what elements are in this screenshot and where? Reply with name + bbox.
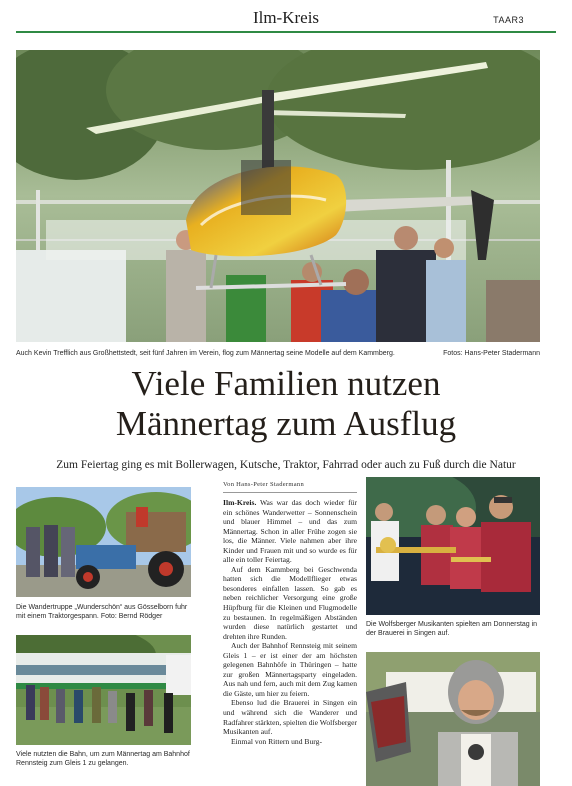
subheadline: Zum Feiertag ging es mit Bollerwagen, Kutsche, Traktor, Fahrrad oder auch zu Fuß durch die Natur <box>56 459 516 471</box>
byline: Von Hans-Peter Stadermann <box>223 481 357 493</box>
hero-caption: Auch Kevin Trefflich aus Großhettstedt, seit fünf Jahren im Verein, flog zum Männertag seine Modelle auf dem Kammberg. <box>16 350 395 357</box>
article-paragraph-3: Auch der Bahnhof Rennsteig mit seinem Gleis 1 – er ist einer der am höchsten gelegenen Bahnhöfe in Thüringen – hatte zur großen Männertagsparty eingeladen. Aus nah und fern, auch mit dem Zug kamen die Gäste, um hier zu feiern. <box>223 641 357 698</box>
hero-photo-credit: Fotos: Hans-Peter Stadermann <box>443 350 540 357</box>
photo-tractor <box>16 487 191 597</box>
hero-photo-helicopter <box>16 50 540 342</box>
photo-train <box>16 635 191 745</box>
headline-line-2: Männertag zum Ausflug <box>115 404 457 443</box>
dateline: Ilm-Kreis. <box>223 498 257 507</box>
photo-tractor-caption: Die Wandertruppe „Wunderschön“ aus Gösselborn fuhr mit einem Traktorgespann. Foto: Bernd Rödger <box>16 604 188 620</box>
photo-knight <box>366 652 540 786</box>
article-paragraph-4: Ebenso lud die Brauerei in Singen ein und während sich die Wanderer und Radfahrer stärkten, spielten die Wolfsberger Musikanten auf. <box>223 698 357 737</box>
photo-train-caption: Viele nutzten die Bahn, um zum Männertag am Bahnhof Rennsteig zum Gleis 1 zu gelangen. <box>16 751 190 767</box>
headline <box>0 364 572 444</box>
article-paragraph-1: Was war das doch wieder für ein schönes Wanderwetter – Sonnenschein und blauer Himmel – und das zum Männertag. Schon in aller Frühe zogen sie los, die Männer. Viele nahmen aber ihre Kinder und Frauen mit und so wurde es für alle ein toller Feiertag. <box>223 498 357 565</box>
article-paragraph-5: Einmal von Rittern und Burg- <box>231 736 322 746</box>
article-paragraph-2: Auf dem Kammberg bei Geschwenda hatten sich die Modellflieger etwas besonderes einfallen lassen. So gab es neben reichlicher Versorgung eine große Hüpfburg für die Kleinen und Flugmodelle zu bestaunen. In regelmäßigen Abständen wurden diese natürlich gestartet und drehten ihre Runden. <box>223 564 357 641</box>
page-header <box>0 0 572 34</box>
photo-band-caption: Die Wolfsberger Musikanten spielten am Donnerstag in der Brauerei in Singen auf. <box>366 621 538 637</box>
article-body <box>223 498 357 746</box>
header-rule <box>16 31 556 33</box>
article-column <box>223 481 357 786</box>
page-tag: TAAR3 <box>493 15 524 25</box>
headline-line-1: Viele Familien nutzen <box>131 364 441 403</box>
section-title: Ilm-Kreis <box>252 8 320 27</box>
photo-band <box>366 477 540 615</box>
